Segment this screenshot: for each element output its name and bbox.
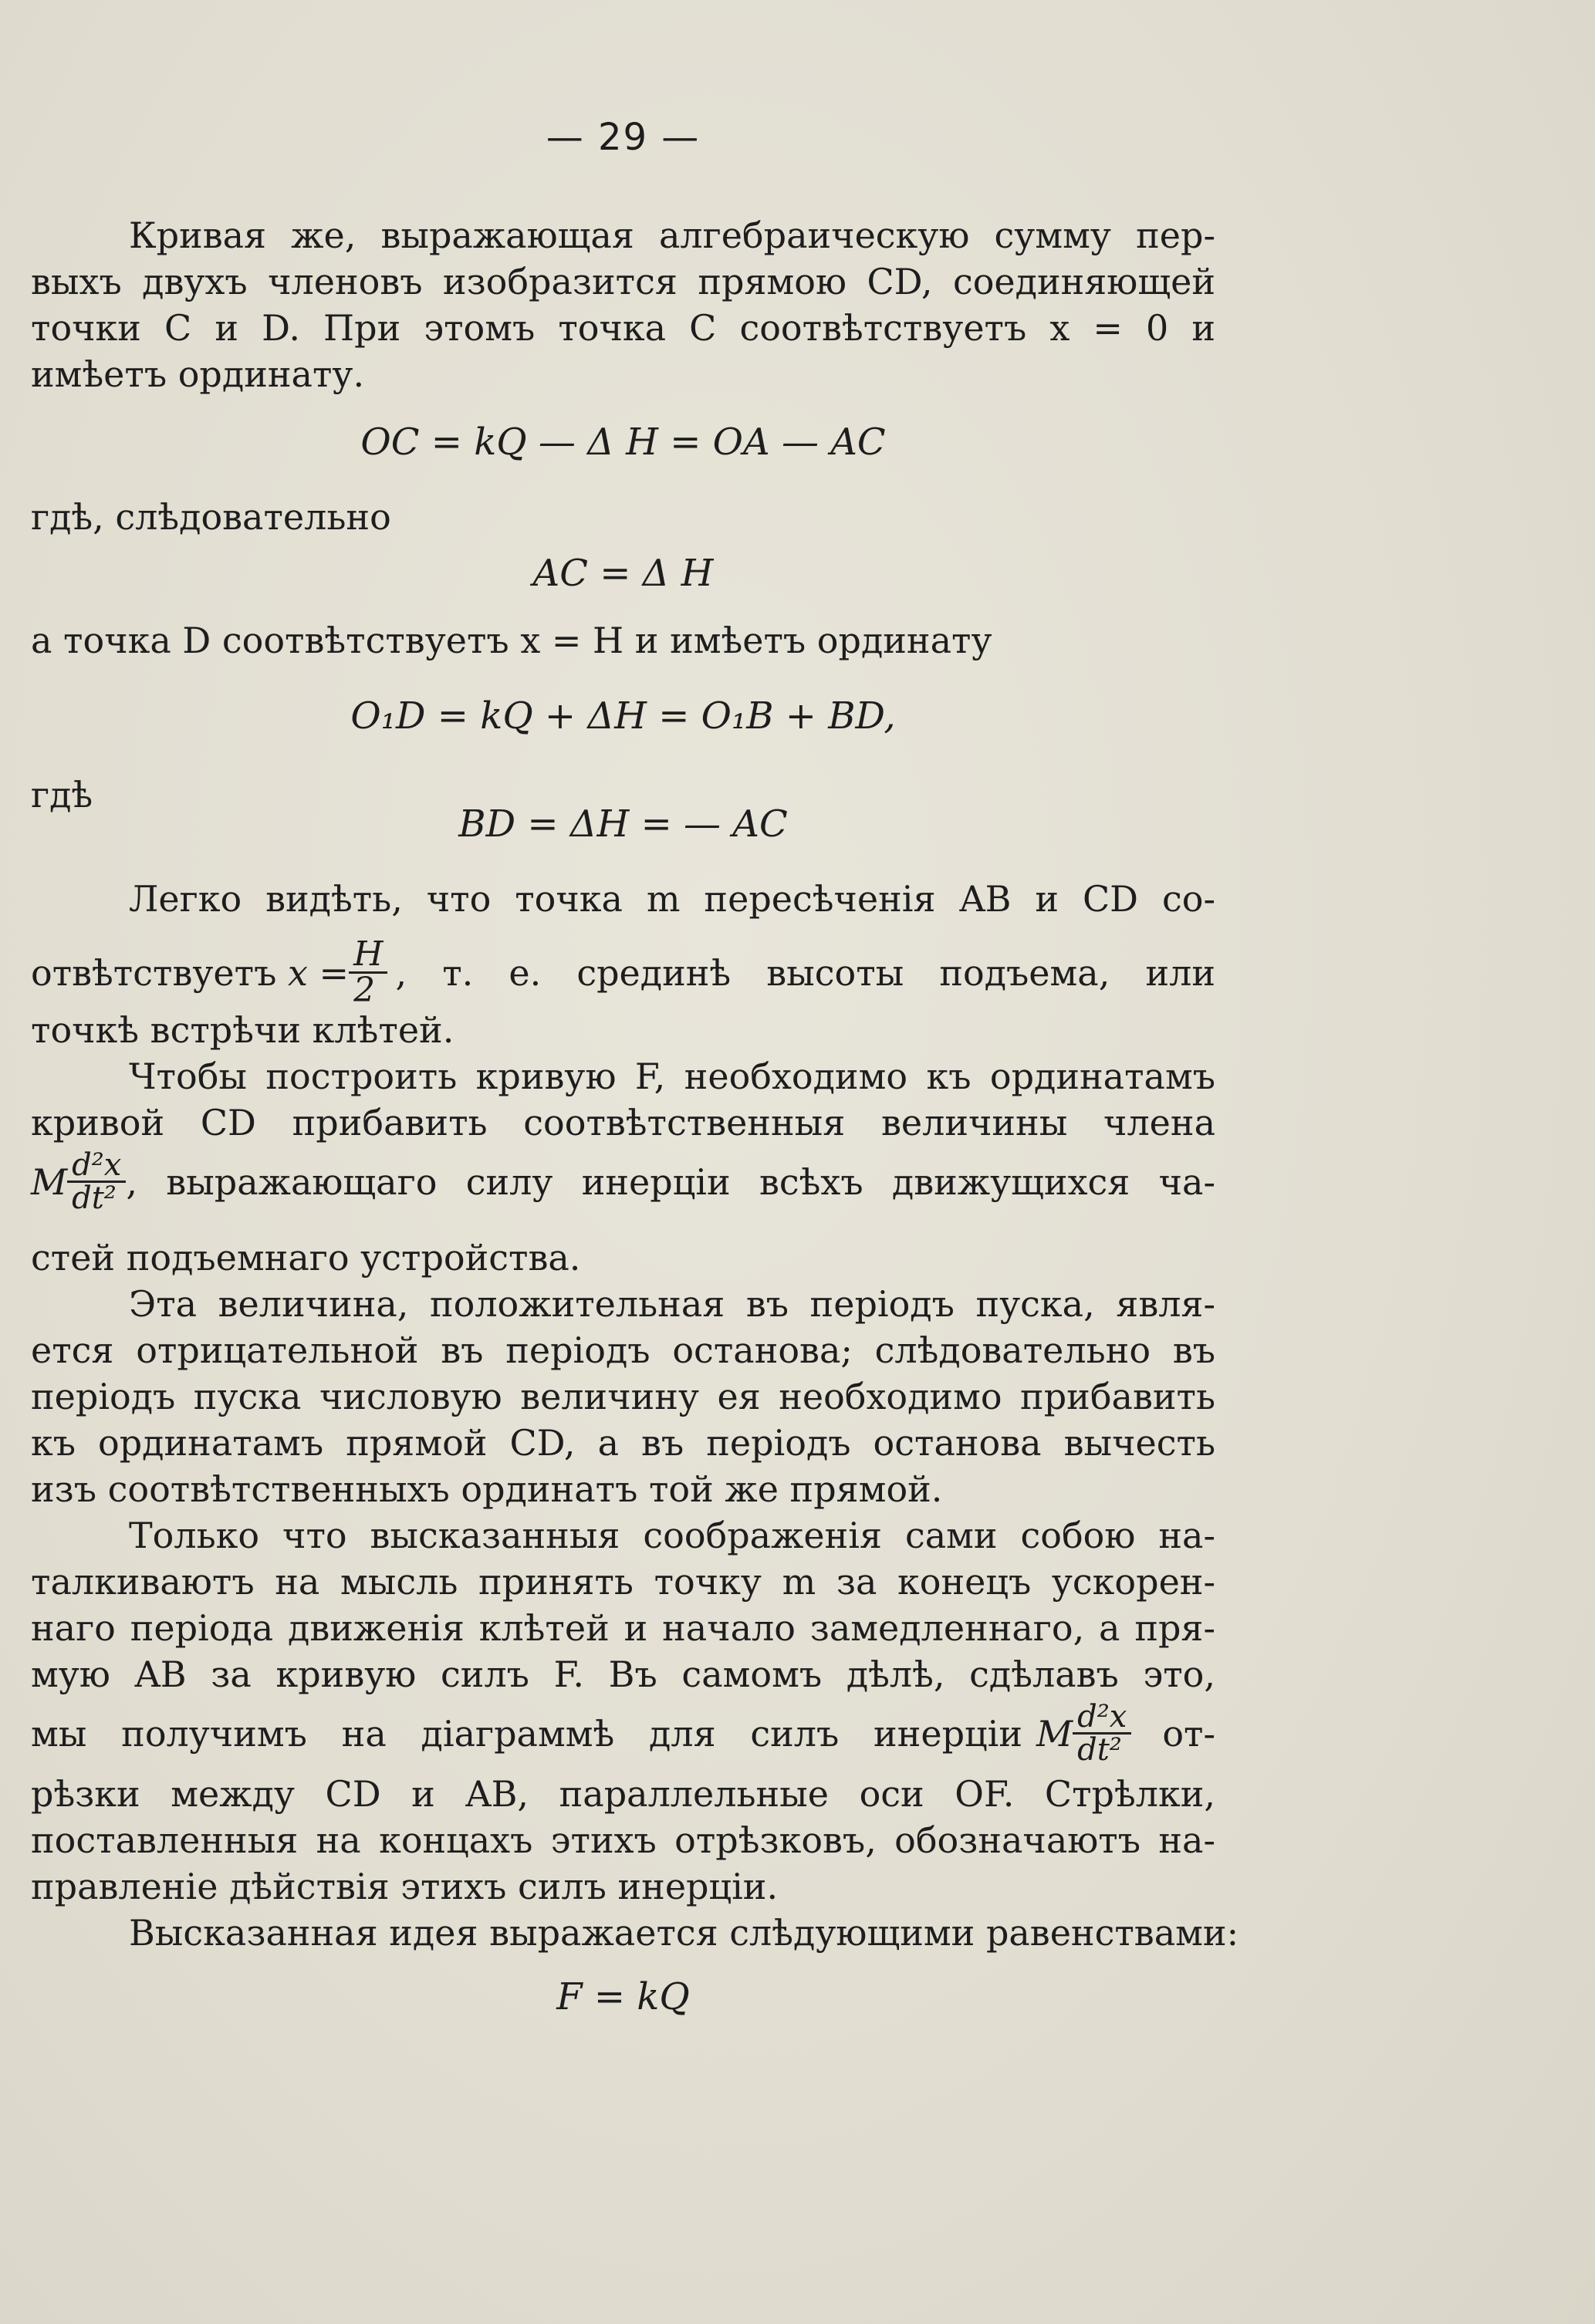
fraction-h-over-2 xyxy=(349,934,387,1010)
fraction-d2x-dt2-second xyxy=(1073,1699,1131,1768)
para5-line2: талкиваютъ на мысль принять точку m за конецъ ускорен- xyxy=(31,1561,1215,1603)
fraction-h-den: 2 xyxy=(353,971,376,1010)
equation-3: O₁D = kQ + ΔH = O₁B + BD, xyxy=(350,694,896,738)
para3-line3 xyxy=(31,1147,1215,1216)
para2-line3: точкѣ встрѣчи клѣтей. xyxy=(31,1009,455,1051)
equation-1: OC = kQ — Δ H = OA — AC xyxy=(360,421,886,464)
gde-sledovatelno: гдѣ, слѣдовательно xyxy=(31,496,391,538)
para3-line3-m: M xyxy=(31,1160,68,1203)
para5-line1: Только что высказанныя соображенія сами собою на- xyxy=(129,1515,1215,1556)
para1-line1: Кривая же, выражающая алгебраическую сумму пер- xyxy=(129,214,1215,256)
fraction-d2x-dt2 xyxy=(67,1147,126,1216)
para1-line4: имѣетъ ординату. xyxy=(31,353,365,395)
para3-line1: Чтобы построить кривую F, необходимо къ ординатамъ xyxy=(129,1056,1215,1097)
para4-line3: періодъ пуска числовую величину ея необходимо прибавить xyxy=(31,1376,1215,1417)
para4-line5: изъ соотвѣтственныхъ ординатъ той же прямой. xyxy=(31,1468,943,1510)
equation-2: AC = Δ H xyxy=(532,552,714,595)
para2-line2 xyxy=(31,934,1215,1010)
para5-line5-m: M xyxy=(1036,1712,1073,1755)
para2-line1: Легко видѣть, что точка m пересѣченія AB и CD со- xyxy=(129,878,1215,920)
fraction-h-num: H xyxy=(349,937,387,974)
gde-label: гдѣ xyxy=(31,774,93,816)
para5-line3: наго періода движенія клѣтей и начало замедленнаго, а пря- xyxy=(31,1607,1215,1649)
para6-line1: Высказанная идея выражается слѣдующими равенствами: xyxy=(129,1912,1239,1954)
para5-line6: рѣзки между CD и AB, параллельные оси OF. Стрѣлки, xyxy=(31,1773,1215,1815)
para5-line5 xyxy=(31,1699,1215,1768)
para5-line7: поставленныя на концахъ этихъ отрѣзковъ, обозначаютъ на- xyxy=(31,1819,1215,1861)
para1-line3: точки C и D. При этомъ точка C соотвѣтствуетъ x = 0 и xyxy=(31,307,1215,349)
line-tochka-d: а точка D соотвѣтствуетъ x = H и имѣетъ ординату xyxy=(31,620,992,661)
para4-line1: Эта величина, положительная въ періодъ пуска, явля- xyxy=(129,1283,1215,1325)
para2-line2-text-a: отвѣтствуетъ x = xyxy=(31,951,350,994)
para5-line5-text-a: мы получимъ на діаграммѣ для силъ инерціи xyxy=(31,1712,1022,1755)
para4-line2: ется отрицательной въ періодъ останова; слѣдовательно въ xyxy=(31,1329,1215,1371)
para5-line8: правленіе дѣйствія этихъ силъ инерціи. xyxy=(31,1866,779,1907)
fraction-dt2-den: dt² xyxy=(72,1181,117,1216)
para3-line3-text: , выражающаго силу инерціи всѣхъ движущихся ча- xyxy=(126,1160,1215,1203)
para4-line4: къ ординатамъ прямой CD, а въ періодъ останова вычесть xyxy=(31,1422,1215,1464)
equation-5: F = kQ xyxy=(556,1975,690,2018)
equation-4: BD = ΔH = — AC xyxy=(458,802,788,846)
para2-line2-text-b: , т. е. срединѣ высоты подъема, или xyxy=(395,951,1215,994)
para5-line5-text-b: от- xyxy=(1162,1712,1215,1755)
fraction-d2x-num: d²x xyxy=(67,1150,126,1183)
page-number: — 29 — xyxy=(546,116,701,159)
fraction-d2x-num-2: d²x xyxy=(1073,1701,1131,1735)
para5-line4: мую AB за кривую силъ F. Въ самомъ дѣлѣ, сдѣлавъ это, xyxy=(31,1653,1215,1695)
fraction-dt2-den-2: dt² xyxy=(1077,1732,1122,1768)
para1-line2: выхъ двухъ членовъ изобразится прямою CD, соединяющей xyxy=(31,261,1215,302)
para3-line4: стей подъемнаго устройства. xyxy=(31,1237,581,1279)
para3-line2: кривой CD прибавить соотвѣтственныя величины члена xyxy=(31,1102,1215,1143)
